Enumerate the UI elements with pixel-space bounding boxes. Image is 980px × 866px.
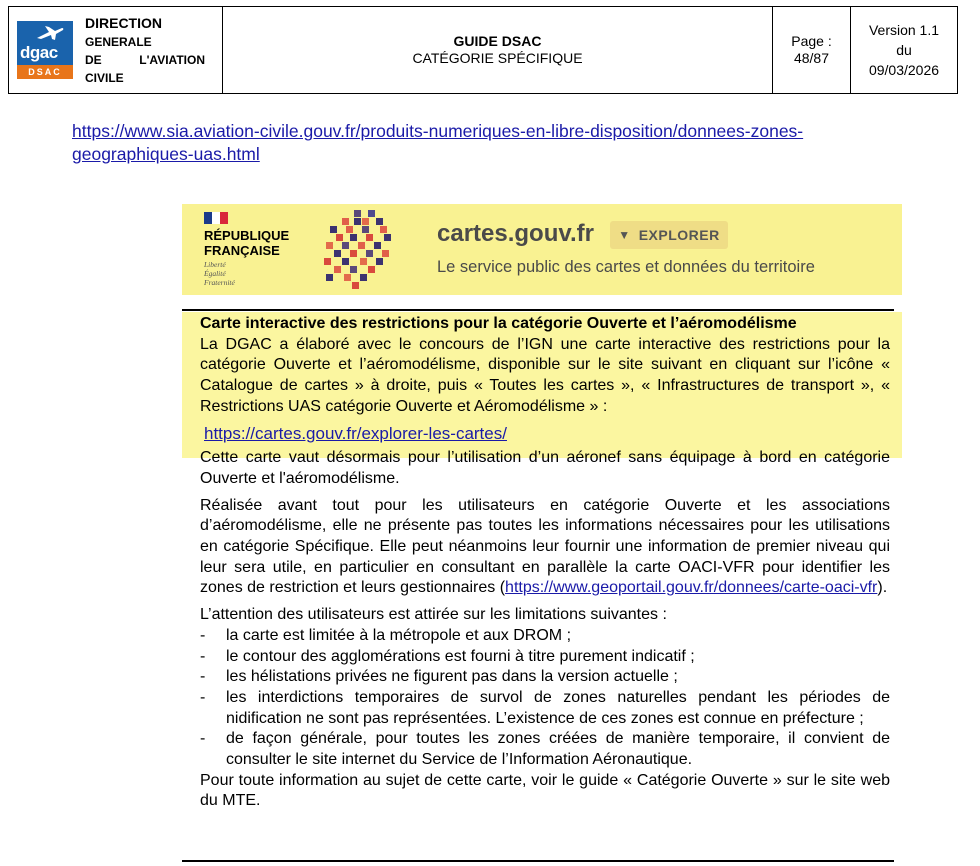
document-subtitle: CATÉGORIE SPÉCIFIQUE — [412, 50, 583, 66]
para2-text: Réalisée avant tout pour les utilisateurs en catégorie Ouverte et les associations d’aéromodélisme, elle ne présente pas toutes les informations nécessaires pour les utilisations en catégorie Spécifique. Elle peut néanmoins leur fournir une information de premier niveau qui leur sera utile, en particulier en consultant en parallèle la carte OACI-VFR pour identifier les zones de restriction et leurs gestionnaires ( — [200, 496, 890, 597]
motto-fraternite: Fraternité — [204, 278, 235, 287]
cartes-mosaic-logo-icon — [320, 208, 400, 290]
header-title-cell — [223, 7, 773, 93]
header-logo-cell — [9, 7, 223, 93]
republic-motto — [204, 260, 235, 287]
rf-line2: FRANÇAISE — [204, 243, 280, 258]
motto-egalite: Égalité — [204, 269, 226, 278]
logo-text: dgac — [20, 43, 58, 62]
intro-paragraph: La DGAC a élaboré avec le concours de l’IGN une carte interactive des restrictions pour la catégorie Ouverte et l’aéromodélisme, disponible sur le site suivant en cliquant sur l’icône « Catalogue de cartes » à droite, puis « Toutes les cartes », « Infrastructures de transport », « Restrictions UAS catégorie Ouverte et Aéromodélisme » : — [200, 335, 890, 415]
para2-end: ). — [877, 579, 888, 597]
section-heading: Carte interactive des restrictions pour la catégorie Ouverte et l’aéromodélisme — [200, 315, 797, 332]
site-name: cartes.gouv.fr — [437, 220, 594, 247]
republique-marianne-icon — [204, 212, 244, 224]
plane-icon — [35, 24, 65, 42]
header-version-cell — [851, 7, 957, 93]
list-item: - les hélistations privées ne figurent pas dans la version actuelle ; — [200, 667, 890, 688]
explorer-label: EXPLORER — [638, 227, 720, 243]
header-page-cell — [773, 7, 851, 93]
cartes-gouv-banner — [182, 204, 902, 295]
org-line1: DIRECTION — [85, 14, 162, 31]
motto-liberte: Liberté — [204, 260, 226, 269]
organization-name — [85, 14, 205, 87]
paragraph-more-info: Pour toute information au sujet de cette carte, voir le guide « Catégorie Ouverte » sur le site web du MTE. — [200, 771, 890, 810]
dgac-logo — [17, 21, 73, 79]
limitations-list — [200, 626, 890, 771]
geoportail-link[interactable]: https://www.geoportail.gouv.fr/donnees/carte-oaci-vfr — [505, 579, 878, 597]
sia-link[interactable]: https://www.sia.aviation-civile.gouv.fr/produits-numeriques-en-libre-disposition/donnees-zones-geographiques-uas.html — [72, 121, 804, 164]
list-item: - la carte est limitée à la métropole et aux DROM ; — [200, 626, 890, 647]
org-line4: CIVILE — [85, 70, 124, 85]
site-tagline: Le service public des cartes et données du territoire — [437, 258, 815, 276]
list-item: - le contour des agglomérations est fourni à titre purement indicatif ; — [200, 647, 890, 668]
version-du: du — [896, 42, 912, 58]
org-line3b: L'AVIATION — [139, 52, 205, 67]
section-content — [200, 314, 890, 812]
list-item: - les interdictions temporaires de survol de zones naturelles pendant les périodes de nidification ne sont pas représentées. L’existence de ces zones est connue en préfecture ; — [200, 688, 890, 729]
explorer-button[interactable] — [610, 221, 728, 249]
page-number: 48/87 — [793, 50, 830, 66]
paragraph-specific-category — [200, 496, 890, 600]
page-label: Page : — [791, 33, 832, 49]
document-title: GUIDE DSAC — [453, 33, 542, 49]
section-bottom-rule — [182, 860, 894, 862]
rf-line1: RÉPUBLIQUE — [204, 228, 290, 243]
paragraph-limitations-intro: L’attention des utilisateurs est attirée sur les limitations suivantes : — [200, 606, 667, 624]
version-label: Version 1.1 — [868, 22, 940, 38]
paragraph-validity: Cette carte vaut désormais pour l’utilisation d’un aéronef sans équipage à bord en catégorie Ouverte et l'aéromodélisme. — [200, 449, 890, 487]
org-line3a: DE — [85, 52, 102, 67]
map-marker-icon: ▼ — [618, 228, 631, 242]
logo-subtext: DSAC — [17, 65, 73, 79]
document-header — [8, 6, 958, 94]
cartes-explorer-link[interactable]: https://cartes.gouv.fr/explorer-les-cartes/ — [204, 423, 507, 443]
list-item: - de façon générale, pour toutes les zones créées de manière temporaire, il convient de consulter le site internet du Service de l’Information Aéronautique. — [200, 729, 890, 770]
org-line2: GENERALE — [85, 34, 152, 49]
section-top-rule — [182, 309, 894, 311]
sia-link-paragraph — [72, 120, 872, 166]
republique-francaise-label — [204, 228, 289, 258]
cartes-link-paragraph — [204, 424, 890, 445]
version-date: 09/03/2026 — [868, 62, 940, 78]
